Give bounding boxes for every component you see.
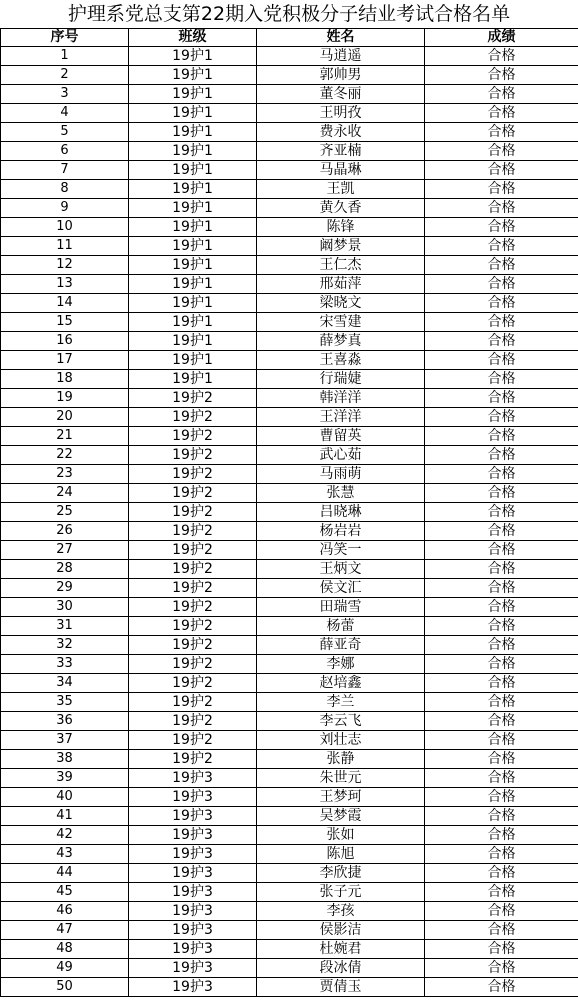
table-row bbox=[1, 541, 578, 560]
table-row bbox=[1, 579, 578, 598]
cell-class: 19护2 bbox=[129, 484, 257, 503]
cell-name: 马晶琳 bbox=[257, 161, 425, 180]
table-row bbox=[1, 769, 578, 788]
cell-number: 4 bbox=[1, 104, 129, 123]
cell-name: 陈锋 bbox=[257, 218, 425, 237]
table-row bbox=[1, 712, 578, 731]
cell-number: 14 bbox=[1, 294, 129, 313]
cell-class: 19护1 bbox=[129, 199, 257, 218]
cell-result: 合格 bbox=[425, 731, 578, 750]
cell-class: 19护2 bbox=[129, 389, 257, 408]
cell-number: 36 bbox=[1, 712, 129, 731]
cell-class: 19护2 bbox=[129, 408, 257, 427]
cell-class: 19护3 bbox=[129, 845, 257, 864]
cell-name: 齐亚楠 bbox=[257, 142, 425, 161]
cell-class: 19护1 bbox=[129, 351, 257, 370]
table-row bbox=[1, 731, 578, 750]
cell-name: 王明孜 bbox=[257, 104, 425, 123]
table-row bbox=[1, 788, 578, 807]
cell-name: 曹留英 bbox=[257, 427, 425, 446]
cell-name: 武心茹 bbox=[257, 446, 425, 465]
cell-class: 19护1 bbox=[129, 332, 257, 351]
cell-class: 19护2 bbox=[129, 598, 257, 617]
cell-number: 23 bbox=[1, 465, 129, 484]
cell-result: 合格 bbox=[425, 351, 578, 370]
cell-name: 行瑞婕 bbox=[257, 370, 425, 389]
table-row bbox=[1, 560, 578, 579]
table-row bbox=[1, 636, 578, 655]
cell-result: 合格 bbox=[425, 826, 578, 845]
cell-name: 张慧 bbox=[257, 484, 425, 503]
cell-result: 合格 bbox=[425, 180, 578, 199]
cell-class: 19护3 bbox=[129, 883, 257, 902]
cell-result: 合格 bbox=[425, 446, 578, 465]
cell-number: 7 bbox=[1, 161, 129, 180]
cell-class: 19护1 bbox=[129, 104, 257, 123]
cell-name: 田瑞雪 bbox=[257, 598, 425, 617]
cell-result: 合格 bbox=[425, 788, 578, 807]
cell-number: 16 bbox=[1, 332, 129, 351]
table-row bbox=[1, 674, 578, 693]
cell-result: 合格 bbox=[425, 104, 578, 123]
column-header-number: 序号 bbox=[1, 29, 129, 47]
cell-result: 合格 bbox=[425, 864, 578, 883]
cell-class: 19护2 bbox=[129, 731, 257, 750]
cell-result: 合格 bbox=[425, 978, 578, 997]
cell-number: 27 bbox=[1, 541, 129, 560]
column-header-name: 姓名 bbox=[257, 29, 425, 47]
cell-class: 19护1 bbox=[129, 123, 257, 142]
cell-name: 李兰 bbox=[257, 693, 425, 712]
table-row bbox=[1, 883, 578, 902]
cell-number: 32 bbox=[1, 636, 129, 655]
cell-class: 19护1 bbox=[129, 313, 257, 332]
table-row bbox=[1, 902, 578, 921]
cell-name: 马逍遥 bbox=[257, 47, 425, 66]
cell-name: 王炳文 bbox=[257, 560, 425, 579]
cell-result: 合格 bbox=[425, 389, 578, 408]
cell-name: 杨蕾 bbox=[257, 617, 425, 636]
cell-class: 19护1 bbox=[129, 161, 257, 180]
cell-name: 侯影洁 bbox=[257, 921, 425, 940]
cell-number: 28 bbox=[1, 560, 129, 579]
table-row bbox=[1, 47, 578, 66]
cell-class: 19护3 bbox=[129, 959, 257, 978]
cell-result: 合格 bbox=[425, 560, 578, 579]
table-row bbox=[1, 807, 578, 826]
cell-number: 26 bbox=[1, 522, 129, 541]
cell-name: 阚梦景 bbox=[257, 237, 425, 256]
cell-number: 22 bbox=[1, 446, 129, 465]
cell-number: 34 bbox=[1, 674, 129, 693]
cell-result: 合格 bbox=[425, 902, 578, 921]
cell-class: 19护2 bbox=[129, 712, 257, 731]
cell-result: 合格 bbox=[425, 503, 578, 522]
cell-number: 33 bbox=[1, 655, 129, 674]
cell-result: 合格 bbox=[425, 256, 578, 275]
cell-class: 19护2 bbox=[129, 503, 257, 522]
cell-class: 19护3 bbox=[129, 864, 257, 883]
cell-class: 19护2 bbox=[129, 636, 257, 655]
cell-result: 合格 bbox=[425, 47, 578, 66]
cell-result: 合格 bbox=[425, 123, 578, 142]
table-row bbox=[1, 237, 578, 256]
table-row bbox=[1, 826, 578, 845]
cell-result: 合格 bbox=[425, 693, 578, 712]
cell-name: 李孩 bbox=[257, 902, 425, 921]
cell-number: 48 bbox=[1, 940, 129, 959]
cell-name: 吕晓琳 bbox=[257, 503, 425, 522]
cell-result: 合格 bbox=[425, 807, 578, 826]
header-row bbox=[1, 29, 578, 47]
cell-number: 39 bbox=[1, 769, 129, 788]
cell-result: 合格 bbox=[425, 237, 578, 256]
cell-name: 张如 bbox=[257, 826, 425, 845]
sheet-title: 护理系党总支第22期入党积极分子结业考试合格名单 bbox=[67, 3, 511, 25]
table-row bbox=[1, 161, 578, 180]
cell-name: 杜婉君 bbox=[257, 940, 425, 959]
cell-number: 1 bbox=[1, 47, 129, 66]
table-row bbox=[1, 503, 578, 522]
cell-class: 19护3 bbox=[129, 788, 257, 807]
table-row bbox=[1, 522, 578, 541]
cell-number: 43 bbox=[1, 845, 129, 864]
table-row bbox=[1, 351, 578, 370]
cell-result: 合格 bbox=[425, 579, 578, 598]
table-row bbox=[1, 940, 578, 959]
cell-result: 合格 bbox=[425, 161, 578, 180]
cell-name: 黄久香 bbox=[257, 199, 425, 218]
cell-result: 合格 bbox=[425, 275, 578, 294]
cell-result: 合格 bbox=[425, 313, 578, 332]
cell-name: 刘壮志 bbox=[257, 731, 425, 750]
cell-number: 49 bbox=[1, 959, 129, 978]
table-row bbox=[1, 256, 578, 275]
cell-number: 42 bbox=[1, 826, 129, 845]
table-row bbox=[1, 199, 578, 218]
cell-class: 19护3 bbox=[129, 978, 257, 997]
cell-class: 19护2 bbox=[129, 560, 257, 579]
cell-name: 杨岩岩 bbox=[257, 522, 425, 541]
cell-number: 25 bbox=[1, 503, 129, 522]
cell-number: 30 bbox=[1, 598, 129, 617]
table-row bbox=[1, 750, 578, 769]
cell-result: 合格 bbox=[425, 218, 578, 237]
cell-class: 19护1 bbox=[129, 256, 257, 275]
cell-class: 19护2 bbox=[129, 617, 257, 636]
cell-result: 合格 bbox=[425, 712, 578, 731]
table-row bbox=[1, 294, 578, 313]
cell-number: 40 bbox=[1, 788, 129, 807]
cell-name: 邢茹萍 bbox=[257, 275, 425, 294]
cell-number: 21 bbox=[1, 427, 129, 446]
cell-name: 梁晓文 bbox=[257, 294, 425, 313]
table-row bbox=[1, 142, 578, 161]
cell-class: 19护1 bbox=[129, 294, 257, 313]
cell-class: 19护2 bbox=[129, 541, 257, 560]
table-row bbox=[1, 845, 578, 864]
cell-name: 董冬丽 bbox=[257, 85, 425, 104]
cell-result: 合格 bbox=[425, 427, 578, 446]
cell-number: 8 bbox=[1, 180, 129, 199]
cell-number: 3 bbox=[1, 85, 129, 104]
cell-number: 11 bbox=[1, 237, 129, 256]
table-row bbox=[1, 180, 578, 199]
table-row bbox=[1, 85, 578, 104]
table-row bbox=[1, 693, 578, 712]
cell-number: 19 bbox=[1, 389, 129, 408]
cell-class: 19护1 bbox=[129, 370, 257, 389]
cell-result: 合格 bbox=[425, 845, 578, 864]
cell-number: 38 bbox=[1, 750, 129, 769]
cell-number: 20 bbox=[1, 408, 129, 427]
table-row bbox=[1, 370, 578, 389]
cell-result: 合格 bbox=[425, 294, 578, 313]
table-row bbox=[1, 864, 578, 883]
cell-name: 冯笑一 bbox=[257, 541, 425, 560]
table-row bbox=[1, 446, 578, 465]
cell-result: 合格 bbox=[425, 750, 578, 769]
cell-number: 29 bbox=[1, 579, 129, 598]
cell-result: 合格 bbox=[425, 883, 578, 902]
cell-result: 合格 bbox=[425, 85, 578, 104]
cell-name: 王洋洋 bbox=[257, 408, 425, 427]
cell-number: 9 bbox=[1, 199, 129, 218]
cell-name: 马雨萌 bbox=[257, 465, 425, 484]
cell-class: 19护1 bbox=[129, 275, 257, 294]
cell-class: 19护2 bbox=[129, 465, 257, 484]
cell-class: 19护3 bbox=[129, 826, 257, 845]
cell-class: 19护2 bbox=[129, 427, 257, 446]
table-row bbox=[1, 218, 578, 237]
cell-number: 6 bbox=[1, 142, 129, 161]
cell-result: 合格 bbox=[425, 370, 578, 389]
cell-name: 薛亚奇 bbox=[257, 636, 425, 655]
cell-number: 41 bbox=[1, 807, 129, 826]
cell-number: 50 bbox=[1, 978, 129, 997]
table-row bbox=[1, 66, 578, 85]
cell-number: 44 bbox=[1, 864, 129, 883]
table-row bbox=[1, 465, 578, 484]
cell-class: 19护1 bbox=[129, 85, 257, 104]
cell-number: 35 bbox=[1, 693, 129, 712]
cell-result: 合格 bbox=[425, 769, 578, 788]
table-row bbox=[1, 484, 578, 503]
cell-result: 合格 bbox=[425, 636, 578, 655]
cell-result: 合格 bbox=[425, 598, 578, 617]
cell-class: 19护2 bbox=[129, 674, 257, 693]
cell-number: 24 bbox=[1, 484, 129, 503]
cell-name: 薛梦真 bbox=[257, 332, 425, 351]
cell-name: 王喜淼 bbox=[257, 351, 425, 370]
cell-number: 15 bbox=[1, 313, 129, 332]
cell-result: 合格 bbox=[425, 66, 578, 85]
cell-number: 2 bbox=[1, 66, 129, 85]
cell-class: 19护2 bbox=[129, 579, 257, 598]
cell-class: 19护3 bbox=[129, 921, 257, 940]
cell-result: 合格 bbox=[425, 522, 578, 541]
cell-name: 宋雪建 bbox=[257, 313, 425, 332]
table-row bbox=[1, 978, 578, 997]
cell-class: 19护2 bbox=[129, 750, 257, 769]
cell-class: 19护3 bbox=[129, 940, 257, 959]
cell-result: 合格 bbox=[425, 541, 578, 560]
cell-class: 19护3 bbox=[129, 769, 257, 788]
cell-result: 合格 bbox=[425, 332, 578, 351]
cell-number: 10 bbox=[1, 218, 129, 237]
cell-number: 45 bbox=[1, 883, 129, 902]
table-row bbox=[1, 389, 578, 408]
cell-name: 李欣捷 bbox=[257, 864, 425, 883]
cell-name: 王凯 bbox=[257, 180, 425, 199]
cell-result: 合格 bbox=[425, 921, 578, 940]
table-row bbox=[1, 123, 578, 142]
cell-result: 合格 bbox=[425, 617, 578, 636]
cell-number: 13 bbox=[1, 275, 129, 294]
cell-number: 47 bbox=[1, 921, 129, 940]
cell-class: 19护1 bbox=[129, 47, 257, 66]
cell-result: 合格 bbox=[425, 142, 578, 161]
table-row bbox=[1, 275, 578, 294]
cell-class: 19护2 bbox=[129, 522, 257, 541]
column-header-class: 班级 bbox=[129, 29, 257, 47]
cell-class: 19护1 bbox=[129, 218, 257, 237]
table-row bbox=[1, 408, 578, 427]
cell-name: 吴梦霞 bbox=[257, 807, 425, 826]
table-row bbox=[1, 313, 578, 332]
cell-result: 合格 bbox=[425, 940, 578, 959]
cell-number: 5 bbox=[1, 123, 129, 142]
cell-result: 合格 bbox=[425, 484, 578, 503]
table-body bbox=[1, 47, 578, 997]
cell-class: 19护2 bbox=[129, 693, 257, 712]
cell-class: 19护1 bbox=[129, 142, 257, 161]
cell-number: 31 bbox=[1, 617, 129, 636]
cell-number: 12 bbox=[1, 256, 129, 275]
cell-result: 合格 bbox=[425, 408, 578, 427]
table-row bbox=[1, 959, 578, 978]
cell-class: 19护2 bbox=[129, 446, 257, 465]
cell-class: 19护1 bbox=[129, 66, 257, 85]
cell-result: 合格 bbox=[425, 674, 578, 693]
cell-result: 合格 bbox=[425, 199, 578, 218]
roster-table bbox=[0, 28, 578, 997]
table-row bbox=[1, 332, 578, 351]
cell-result: 合格 bbox=[425, 465, 578, 484]
cell-name: 李云飞 bbox=[257, 712, 425, 731]
table-row bbox=[1, 655, 578, 674]
cell-name: 王梦珂 bbox=[257, 788, 425, 807]
cell-name: 陈旭 bbox=[257, 845, 425, 864]
cell-number: 37 bbox=[1, 731, 129, 750]
cell-class: 19护1 bbox=[129, 180, 257, 199]
column-header-result: 成绩 bbox=[425, 29, 578, 47]
cell-class: 19护3 bbox=[129, 902, 257, 921]
table-row bbox=[1, 617, 578, 636]
cell-class: 19护2 bbox=[129, 655, 257, 674]
cell-result: 合格 bbox=[425, 655, 578, 674]
table-row bbox=[1, 104, 578, 123]
cell-name: 费永收 bbox=[257, 123, 425, 142]
cell-name: 李娜 bbox=[257, 655, 425, 674]
cell-name: 朱世元 bbox=[257, 769, 425, 788]
cell-number: 17 bbox=[1, 351, 129, 370]
cell-class: 19护3 bbox=[129, 807, 257, 826]
cell-number: 18 bbox=[1, 370, 129, 389]
cell-name: 张静 bbox=[257, 750, 425, 769]
cell-class: 19护1 bbox=[129, 237, 257, 256]
table-row bbox=[1, 427, 578, 446]
cell-number: 46 bbox=[1, 902, 129, 921]
cell-name: 侯文汇 bbox=[257, 579, 425, 598]
table-row bbox=[1, 598, 578, 617]
cell-name: 赵培鑫 bbox=[257, 674, 425, 693]
cell-name: 王仁杰 bbox=[257, 256, 425, 275]
table-row bbox=[1, 921, 578, 940]
cell-name: 韩洋洋 bbox=[257, 389, 425, 408]
cell-name: 贾倩玉 bbox=[257, 978, 425, 997]
cell-name: 张子元 bbox=[257, 883, 425, 902]
cell-name: 段冰倩 bbox=[257, 959, 425, 978]
cell-name: 郭帅男 bbox=[257, 66, 425, 85]
cell-result: 合格 bbox=[425, 959, 578, 978]
